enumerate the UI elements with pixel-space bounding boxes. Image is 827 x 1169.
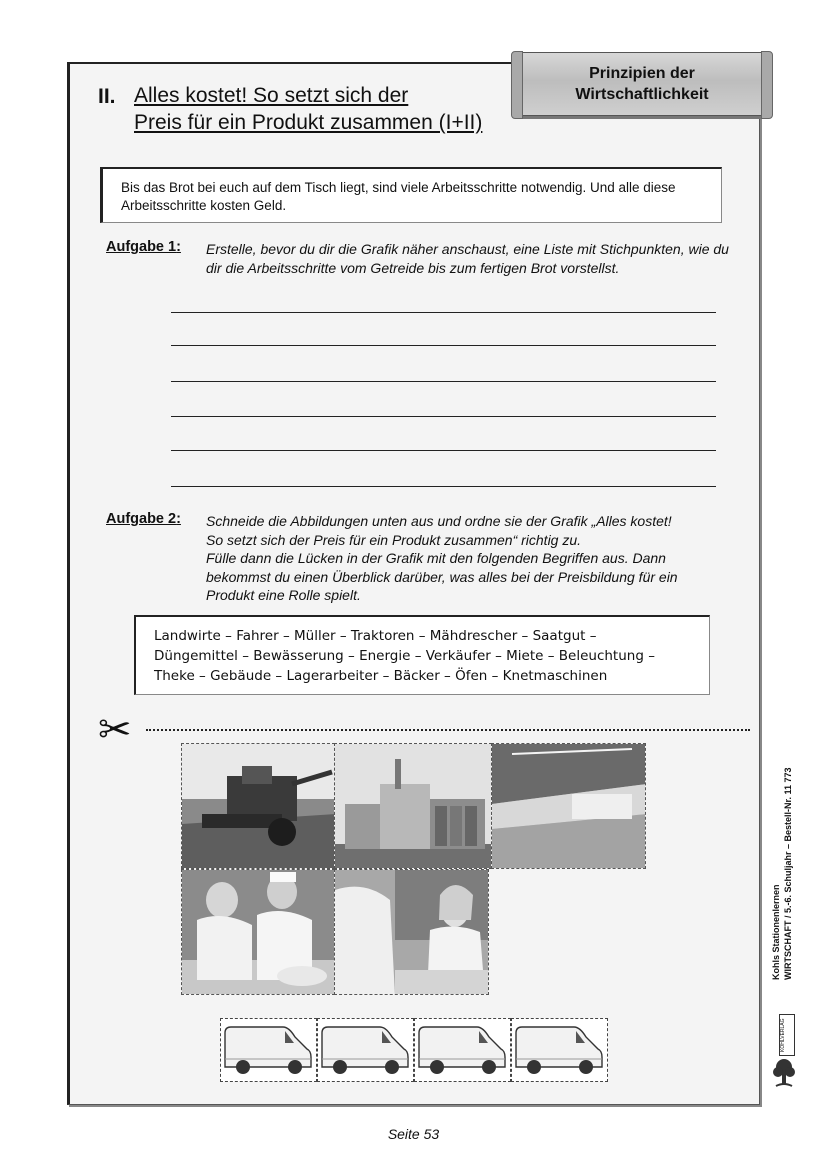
van-card[interactable] (414, 1018, 511, 1082)
publisher-logo: KOHLVERLAG (779, 1014, 795, 1056)
publisher-side-text (770, 767, 794, 980)
word-bank (134, 615, 710, 695)
mill-factory-photo[interactable] (334, 743, 492, 869)
answer-line[interactable] (171, 486, 716, 487)
topic-banner (518, 52, 766, 116)
answer-line[interactable] (171, 450, 716, 451)
answer-line[interactable] (171, 381, 716, 382)
van-icon (512, 1019, 607, 1081)
word-bank-line: Theke – Gebäude – Lagerarbeiter – Bäcker – Öfen – Knetmaschinen (154, 668, 608, 684)
task-2-text (206, 512, 736, 605)
van-icon (221, 1019, 316, 1081)
combine-harvester-photo[interactable] (181, 743, 335, 869)
page-title-line-1: Alles kostet! So setzt sich der (134, 84, 409, 107)
task-2-colon: : (176, 511, 181, 527)
intro-text: Bis das Brot bei euch auf dem Tisch liegt, sind viele Arbeitsschritte notwendig. Und alle diese Arbeitsschritte kosten Geld. (121, 180, 676, 213)
section-number: II. (98, 85, 116, 108)
page-title-line-2: Preis für ein Produkt zusammen (I+II) (134, 111, 483, 134)
task-1-label-text: Aufgabe 1 (106, 239, 177, 255)
banner-line-1: Prinzipien der (589, 65, 695, 82)
van-icon (415, 1019, 510, 1081)
task-2-line: So setzt sich der Preis für ein Produkt zusammen“ richtig zu. (206, 531, 582, 548)
cut-line (146, 729, 750, 731)
task-2-label (106, 511, 181, 527)
side-line-1: Kohls Stationenlernen (771, 884, 781, 980)
page-number: Seite 53 (387, 1126, 440, 1142)
banner-line-2: Wirtschaftlichkeit (575, 86, 709, 103)
van-card[interactable] (317, 1018, 414, 1082)
task-2-line: Fülle dann die Lücken in der Grafik mit den folgenden Begriffen aus. Dann (206, 550, 666, 566)
van-icon (318, 1019, 413, 1081)
answer-line[interactable] (171, 345, 716, 346)
task-2-line: Schneide die Abbildungen unten aus und ordne sie der Grafik „Alles kostet! (206, 513, 672, 529)
answer-line[interactable] (171, 312, 716, 313)
scissors-icon: ✂ (98, 708, 132, 752)
sales-assistant-photo[interactable] (334, 869, 489, 995)
answer-line[interactable] (171, 416, 716, 417)
word-bank-line: Landwirte – Fahrer – Müller – Traktoren – Mähdrescher – Saatgut – (154, 628, 597, 644)
task-2-line: Produkt eine Rolle spielt. (206, 587, 361, 603)
task-1-label (106, 239, 181, 255)
side-line-2: WIRTSCHAFT / 5.-6. Schuljahr – Bestell-Nr. 11 773 (783, 767, 793, 980)
word-bank-line: Düngemittel – Bewässerung – Energie – Verkäufer – Miete – Beleuchtung – (154, 648, 655, 664)
warehouse-photo[interactable] (491, 743, 646, 869)
tree-logo-icon (772, 1058, 796, 1088)
task-1-text: Erstelle, bevor du dir die Grafik näher anschaust, eine Liste mit Stichpunkten, wie du dir die Arbeitsschritte vom Getreide bis zum fertigen Brot vorstellst. (206, 241, 729, 276)
task-1-colon: : (176, 239, 181, 255)
van-card[interactable] (511, 1018, 608, 1082)
task-2-line: bekommst du einen Überblick darüber, was alles bei der Preisbildung für ein (206, 568, 678, 585)
bakers-photo[interactable] (181, 869, 335, 995)
van-card[interactable] (220, 1018, 317, 1082)
task-2-label-text: Aufgabe 2 (106, 511, 177, 527)
intro-box (100, 167, 722, 223)
